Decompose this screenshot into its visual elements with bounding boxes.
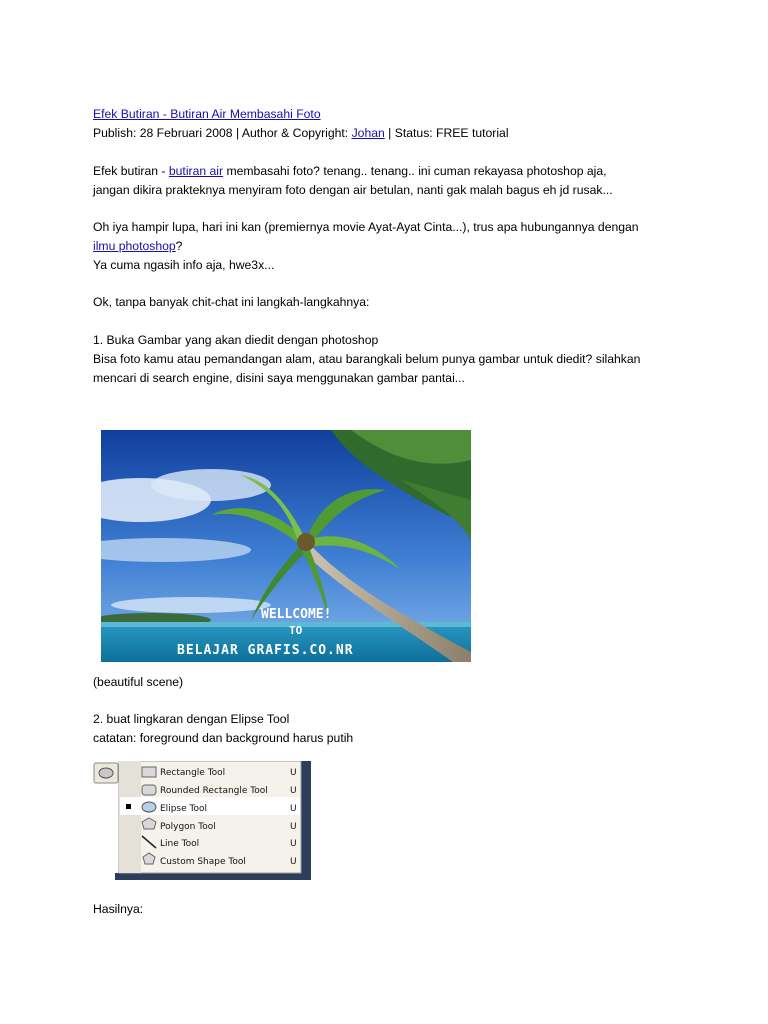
author-link[interactable]: Johan <box>351 126 385 140</box>
paragraph-1-line-1 <box>93 163 607 179</box>
menu-key-custom-shape: U <box>290 857 297 867</box>
tool-menu-figure <box>93 761 311 880</box>
menu-key-ellipse: U <box>290 804 297 814</box>
para2-link-post: ? <box>175 239 183 253</box>
welcome-text: WELLCOME! <box>261 607 332 622</box>
menu-item-rectangle[interactable]: Rectangle Tool <box>160 768 226 778</box>
paragraph-1-line-2: jangan dikira prakteknya menyiram foto dengan air betulan, nanti gak malah bagus eh jd rusak... <box>93 183 613 197</box>
menu-item-rounded-rectangle[interactable]: Rounded Rectangle Tool <box>160 786 268 796</box>
result-label: Hasilnya: <box>93 902 144 916</box>
step-1-line-3: mencari di search engine, disini saya menggunakan gambar pantai... <box>93 371 465 385</box>
menu-key-rectangle: U <box>290 768 297 778</box>
menu-item-ellipse[interactable]: Elipse Tool <box>160 804 207 814</box>
step-1-line-2: Bisa foto kamu atau pemandangan alam, atau barangkali belum punya gambar untuk diedit? silahkan <box>93 352 641 366</box>
menu-item-custom-shape[interactable]: Custom Shape Tool <box>160 857 246 867</box>
to-text: TO <box>289 624 303 637</box>
step-1-heading: 1. Buka Gambar yang akan diedit dengan photoshop <box>93 333 379 347</box>
tool-menu-screenshot <box>93 761 311 880</box>
paragraph-2-line-1: Oh iya hampir lupa, hari ini kan (premiernya movie Ayat-Ayat Cinta...), trus apa hubungannya dengan <box>93 220 639 234</box>
para1-pre: Efek butiran - <box>93 164 169 178</box>
menu-key-line: U <box>290 839 297 849</box>
selected-marker-icon <box>126 804 131 809</box>
step-2-heading: 2. buat lingkaran dengan Elipse Tool <box>93 712 290 726</box>
paragraph-2-line-3: Ya cuma ngasih info aja, hwe3x... <box>93 258 275 272</box>
rounded-rectangle-icon <box>142 785 156 795</box>
menu-key-polygon: U <box>290 822 297 832</box>
article-title-link[interactable]: Efek Butiran - Butiran Air Membasahi Foto <box>93 107 321 121</box>
menu-item-line[interactable]: Line Tool <box>160 839 200 849</box>
publish-line <box>93 125 509 141</box>
para1-post: membasahi foto? tenang.. tenang.. ini cuman rekayasa photoshop aja, <box>223 164 607 178</box>
step-2-note: catatan: foreground dan background harus putih <box>93 731 354 745</box>
paragraph-3: Ok, tanpa banyak chit-chat ini langkah-langkahnya: <box>93 295 370 309</box>
butiran-air-link[interactable]: butiran air <box>168 164 224 178</box>
image-caption: (beautiful scene) <box>93 675 184 689</box>
menu-item-polygon[interactable]: Polygon Tool <box>160 822 216 832</box>
beach-scene <box>101 430 471 662</box>
ellipse-icon <box>142 802 156 812</box>
rectangle-icon <box>142 767 156 777</box>
ilmu-photoshop-link[interactable]: ilmu photoshop <box>93 239 176 253</box>
publish-info: Publish: 28 Februari 2008 | Author & Copyright: <box>93 126 352 140</box>
menu-key-rounded-rectangle: U <box>290 786 297 796</box>
article-title[interactable] <box>93 106 321 122</box>
beach-image <box>101 430 471 662</box>
paragraph-2-line-2 <box>93 238 182 254</box>
status-info: | Status: FREE tutorial <box>384 126 509 140</box>
site-text: BELAJAR GRAFIS.CO.NR <box>177 643 354 658</box>
